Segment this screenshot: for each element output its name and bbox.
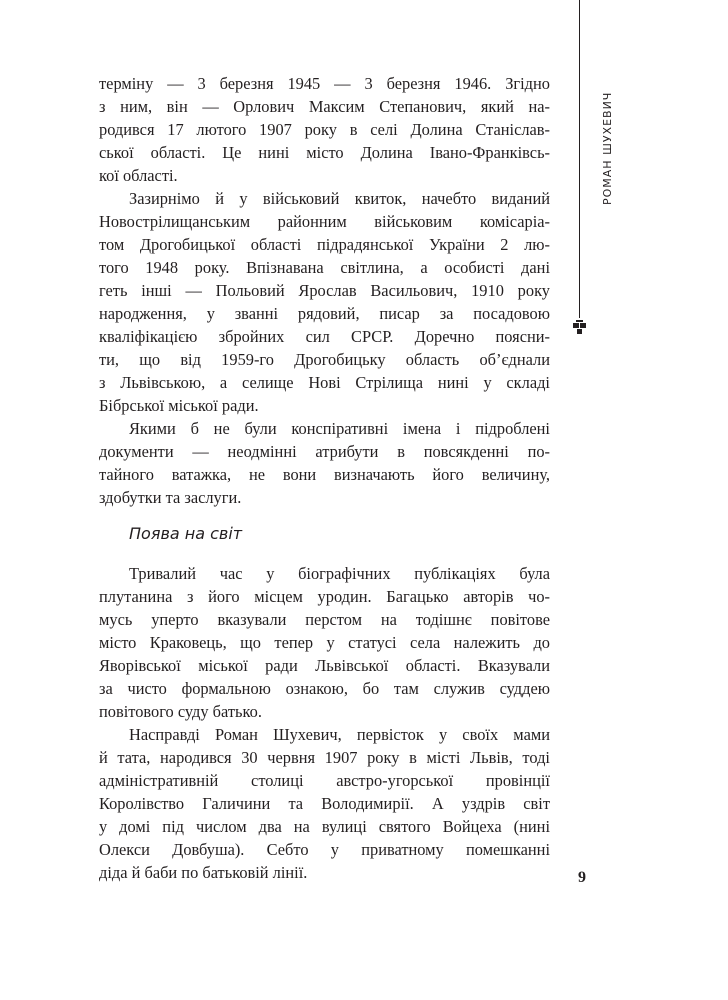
text-line: здобутки та заслуги. [99,488,242,507]
text-line: мусь уперто вказували перстом на тодішнє повітове [99,610,550,629]
text-line: кої області. [99,166,178,185]
text-line: Тривалий час у біографічних публікаціях була [129,564,550,583]
text-line: місто Краковець, що тепер у статусі села належить до [99,633,550,652]
text-line: діда й баби по батьковій лінії. [99,863,308,882]
text-line: повітового суду батько. [99,702,262,721]
text-line: Новострілищанським районним військовим комісаріа- [99,212,550,231]
text-line: Яворівської міської ради Львівської області. Вказували [99,656,550,675]
body-text-block-1 [99,72,550,509]
text-line: тайного ватажка, не вони визначають його величину, [99,465,550,484]
text-line: Насправді Роман Шухевич, первісток у своїх мами [129,725,550,744]
text-line: з ним, він — Орлович Максим Степанович, який на- [99,97,550,116]
text-line: з Львівською, а селище Нові Стрілища нині у складі [99,373,550,392]
text-line: родився 17 лютого 1907 року в селі Долина Станіслав- [99,120,550,139]
text-line: документи — неодмінні атрибути в повсякденні по- [99,442,550,461]
margin-rule [579,0,580,318]
text-line: ти, що від 1959-го Дрогобицьку область об’єднали [99,350,550,369]
text-line: й тата, народився 30 червня 1907 року в місті Львів, тоді [99,748,550,767]
running-head-text: РОМАН ШУХЕВИЧ [601,91,614,205]
text-line: плутанина з його місцем уродин. Багацько авторів чо- [99,587,550,606]
text-line: терміну — 3 березня 1945 — 3 березня 1946. Згідно [99,74,550,93]
section-heading: Поява на світ [129,524,243,543]
text-line: у домі під числом два на вулиці святого Войцеха (нині [99,817,550,836]
text-line: адміністративній столиці австро-угорської провінції [99,771,550,790]
text-line: ської області. Це нині місто Долина Івано-Франківсь- [99,143,550,162]
text-line: того 1948 року. Впізнавана світлина, а особисті дані [99,258,550,277]
text-line: Бібрської міської ради. [99,396,259,415]
text-line: Олекси Довбуша). Себто у приватному помешканні [99,840,550,859]
page-number: 9 [578,869,586,886]
text-line: кваліфікацією збройних сил СРСР. Доречно поясни- [99,327,550,346]
text-line: Королівство Галичини та Володимирії. А уздрів світ [99,794,550,813]
running-head [589,55,614,215]
text-line: за чисто формальною ознакою, бо там служив суддею [99,679,550,698]
text-line: народження, у званні рядовий, писар за посадовою [99,304,550,323]
text-line: Якими б не були конспіративні імена і підроблені [129,419,550,438]
text-line: геть інші — Польовий Ярослав Васильович, 1910 року [99,281,550,300]
text-line: Зазирнімо й у військовий квиток, начебто виданий [129,189,550,208]
text-line: том Дрогобицької області підрадянської України 2 лю- [99,235,550,254]
ornament-icon [573,320,587,334]
body-text-block-2 [99,562,550,884]
